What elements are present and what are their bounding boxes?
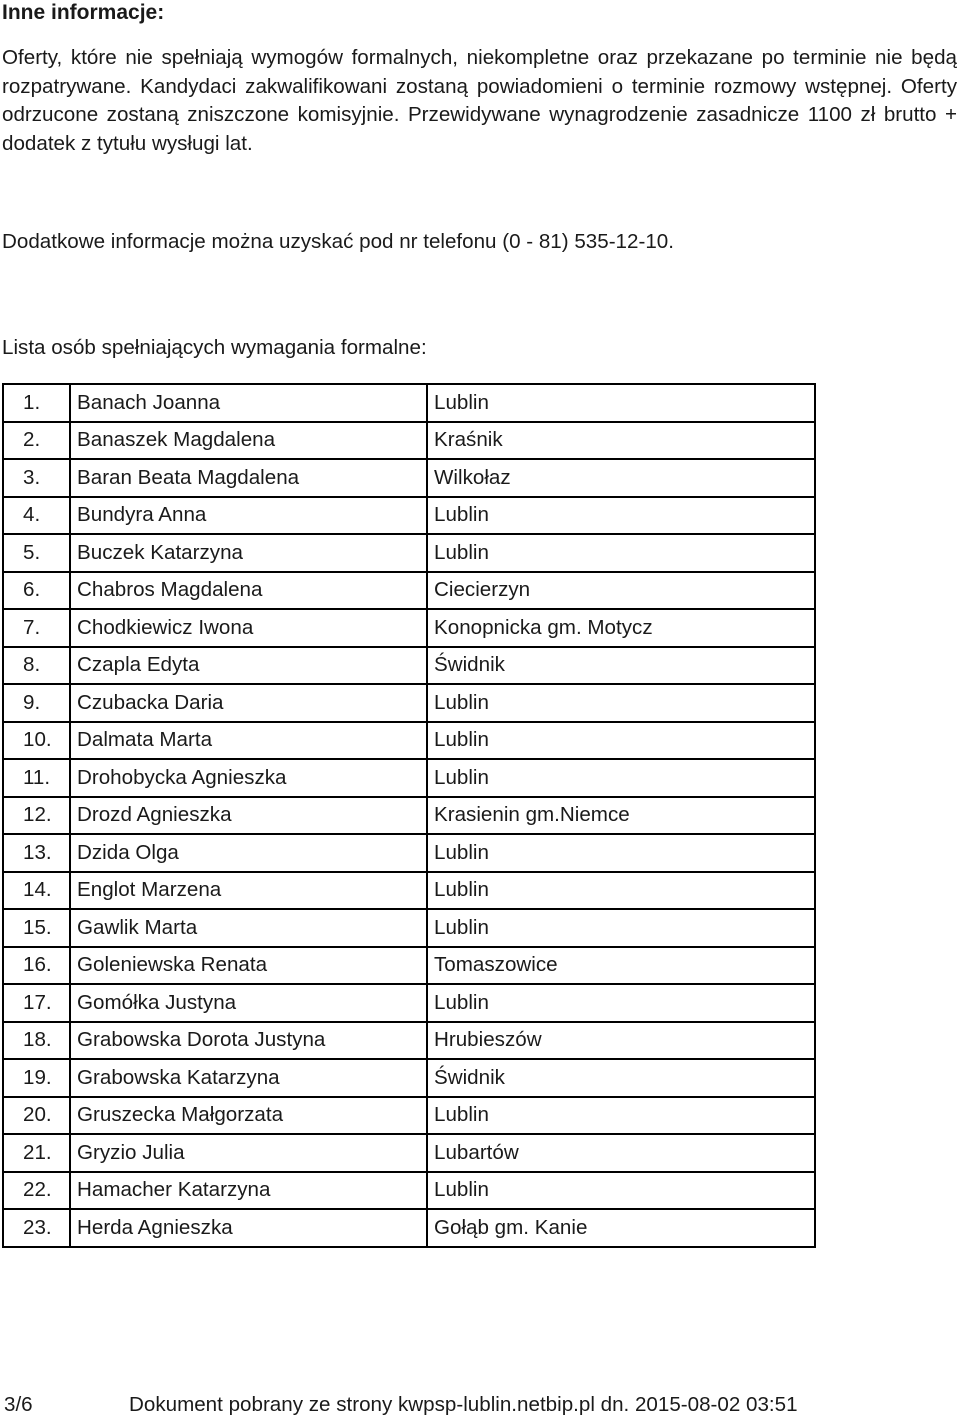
section-heading: Inne informacje:	[2, 1, 165, 24]
row-number: 4.	[3, 497, 70, 535]
candidate-name: Banaszek Magdalena	[70, 422, 427, 460]
candidate-name: Drohobycka Agnieszka	[70, 759, 427, 797]
row-number: 2.	[3, 422, 70, 460]
table-row	[3, 909, 815, 947]
candidate-name: Chabros Magdalena	[70, 572, 427, 610]
row-number: 8.	[3, 647, 70, 685]
candidate-name: Czapla Edyta	[70, 647, 427, 685]
candidate-name: Banach Joanna	[70, 384, 427, 422]
candidate-city: Lublin	[427, 534, 815, 572]
table-row	[3, 572, 815, 610]
candidate-city: Ciecierzyn	[427, 572, 815, 610]
candidate-name: Goleniewska Renata	[70, 947, 427, 985]
table-row	[3, 1209, 815, 1247]
candidate-city: Lubartów	[427, 1134, 815, 1172]
info-paragraph: Oferty, które nie spełniają wymogów formalnych, niekompletne oraz przekazane po terminie nie będą rozpatrywane. Kandydaci zakwalifikowani zostaną powiadomieni o terminie rozmowy wstępnej. Oferty odrzucone zostaną zniszczone komisyjnie. Przewidywane wynagrodzenie zasadnicze 1100 zł brutto + dodatek z tytułu wysługi lat.	[2, 46, 957, 155]
candidate-city: Świdnik	[427, 1059, 815, 1097]
row-number: 1.	[3, 384, 70, 422]
row-number: 15.	[3, 909, 70, 947]
table-row	[3, 984, 815, 1022]
table-row	[3, 1097, 815, 1135]
candidate-city: Lublin	[427, 984, 815, 1022]
row-number: 21.	[3, 1134, 70, 1172]
candidate-name: Czubacka Daria	[70, 684, 427, 722]
table-row	[3, 947, 815, 985]
candidate-city: Lublin	[427, 684, 815, 722]
table-row	[3, 1022, 815, 1060]
candidate-name: Englot Marzena	[70, 872, 427, 910]
candidate-city: Lublin	[427, 759, 815, 797]
candidate-name: Gawlik Marta	[70, 909, 427, 947]
table-row	[3, 759, 815, 797]
candidate-name: Herda Agnieszka	[70, 1209, 427, 1247]
candidate-name: Gomółka Justyna	[70, 984, 427, 1022]
candidate-name: Gruszecka Małgorzata	[70, 1097, 427, 1135]
candidate-table	[2, 383, 816, 1248]
row-number: 23.	[3, 1209, 70, 1247]
table-row	[3, 684, 815, 722]
candidate-city: Konopnicka gm. Motycz	[427, 609, 815, 647]
table-row	[3, 797, 815, 835]
table-row	[3, 1172, 815, 1210]
row-number: 16.	[3, 947, 70, 985]
candidate-name: Bundyra Anna	[70, 497, 427, 535]
row-number: 6.	[3, 572, 70, 610]
table-row	[3, 422, 815, 460]
candidate-city: Lublin	[427, 497, 815, 535]
candidate-name: Grabowska Dorota Justyna	[70, 1022, 427, 1060]
candidate-name: Chodkiewicz Iwona	[70, 609, 427, 647]
candidate-city: Hrubieszów	[427, 1022, 815, 1060]
table-row	[3, 497, 815, 535]
candidate-city: Lublin	[427, 1097, 815, 1135]
row-number: 11.	[3, 759, 70, 797]
row-number: 13.	[3, 834, 70, 872]
candidate-city: Gołąb gm. Kanie	[427, 1209, 815, 1247]
candidate-list-title: Lista osób spełniających wymagania formalne:	[2, 336, 427, 359]
candidate-name: Drozd Agnieszka	[70, 797, 427, 835]
row-number: 22.	[3, 1172, 70, 1210]
table-row	[3, 834, 815, 872]
candidate-city: Tomaszowice	[427, 947, 815, 985]
row-number: 18.	[3, 1022, 70, 1060]
row-number: 17.	[3, 984, 70, 1022]
row-number: 7.	[3, 609, 70, 647]
table-row	[3, 872, 815, 910]
candidate-name: Dzida Olga	[70, 834, 427, 872]
candidate-city: Kraśnik	[427, 422, 815, 460]
row-number: 12.	[3, 797, 70, 835]
candidate-name: Baran Beata Magdalena	[70, 459, 427, 497]
table-row	[3, 384, 815, 422]
candidate-city: Świdnik	[427, 647, 815, 685]
row-number: 3.	[3, 459, 70, 497]
candidate-city: Lublin	[427, 722, 815, 760]
candidate-city: Wilkołaz	[427, 459, 815, 497]
table-row	[3, 722, 815, 760]
contact-phone-text: Dodatkowe informacje można uzyskać pod nr telefonu (0 - 81) 535-12-10.	[2, 230, 674, 253]
candidate-city: Lublin	[427, 384, 815, 422]
table-row	[3, 647, 815, 685]
candidate-table-body	[3, 384, 815, 1247]
table-row	[3, 459, 815, 497]
page-number: 3/6	[4, 1393, 33, 1416]
table-row	[3, 609, 815, 647]
candidate-name: Grabowska Katarzyna	[70, 1059, 427, 1097]
candidate-city: Lublin	[427, 834, 815, 872]
candidate-name: Hamacher Katarzyna	[70, 1172, 427, 1210]
candidate-city: Lublin	[427, 909, 815, 947]
row-number: 20.	[3, 1097, 70, 1135]
table-row	[3, 534, 815, 572]
source-footer: Dokument pobrany ze strony kwpsp-lublin.netbip.pl dn. 2015-08-02 03:51	[129, 1393, 798, 1416]
candidate-city: Lublin	[427, 1172, 815, 1210]
row-number: 10.	[3, 722, 70, 760]
row-number: 9.	[3, 684, 70, 722]
row-number: 5.	[3, 534, 70, 572]
candidate-name: Buczek Katarzyna	[70, 534, 427, 572]
table-row	[3, 1134, 815, 1172]
candidate-city: Krasienin gm.Niemce	[427, 797, 815, 835]
candidate-city: Lublin	[427, 872, 815, 910]
candidate-name: Dalmata Marta	[70, 722, 427, 760]
row-number: 14.	[3, 872, 70, 910]
candidate-name: Gryzio Julia	[70, 1134, 427, 1172]
row-number: 19.	[3, 1059, 70, 1097]
table-row	[3, 1059, 815, 1097]
